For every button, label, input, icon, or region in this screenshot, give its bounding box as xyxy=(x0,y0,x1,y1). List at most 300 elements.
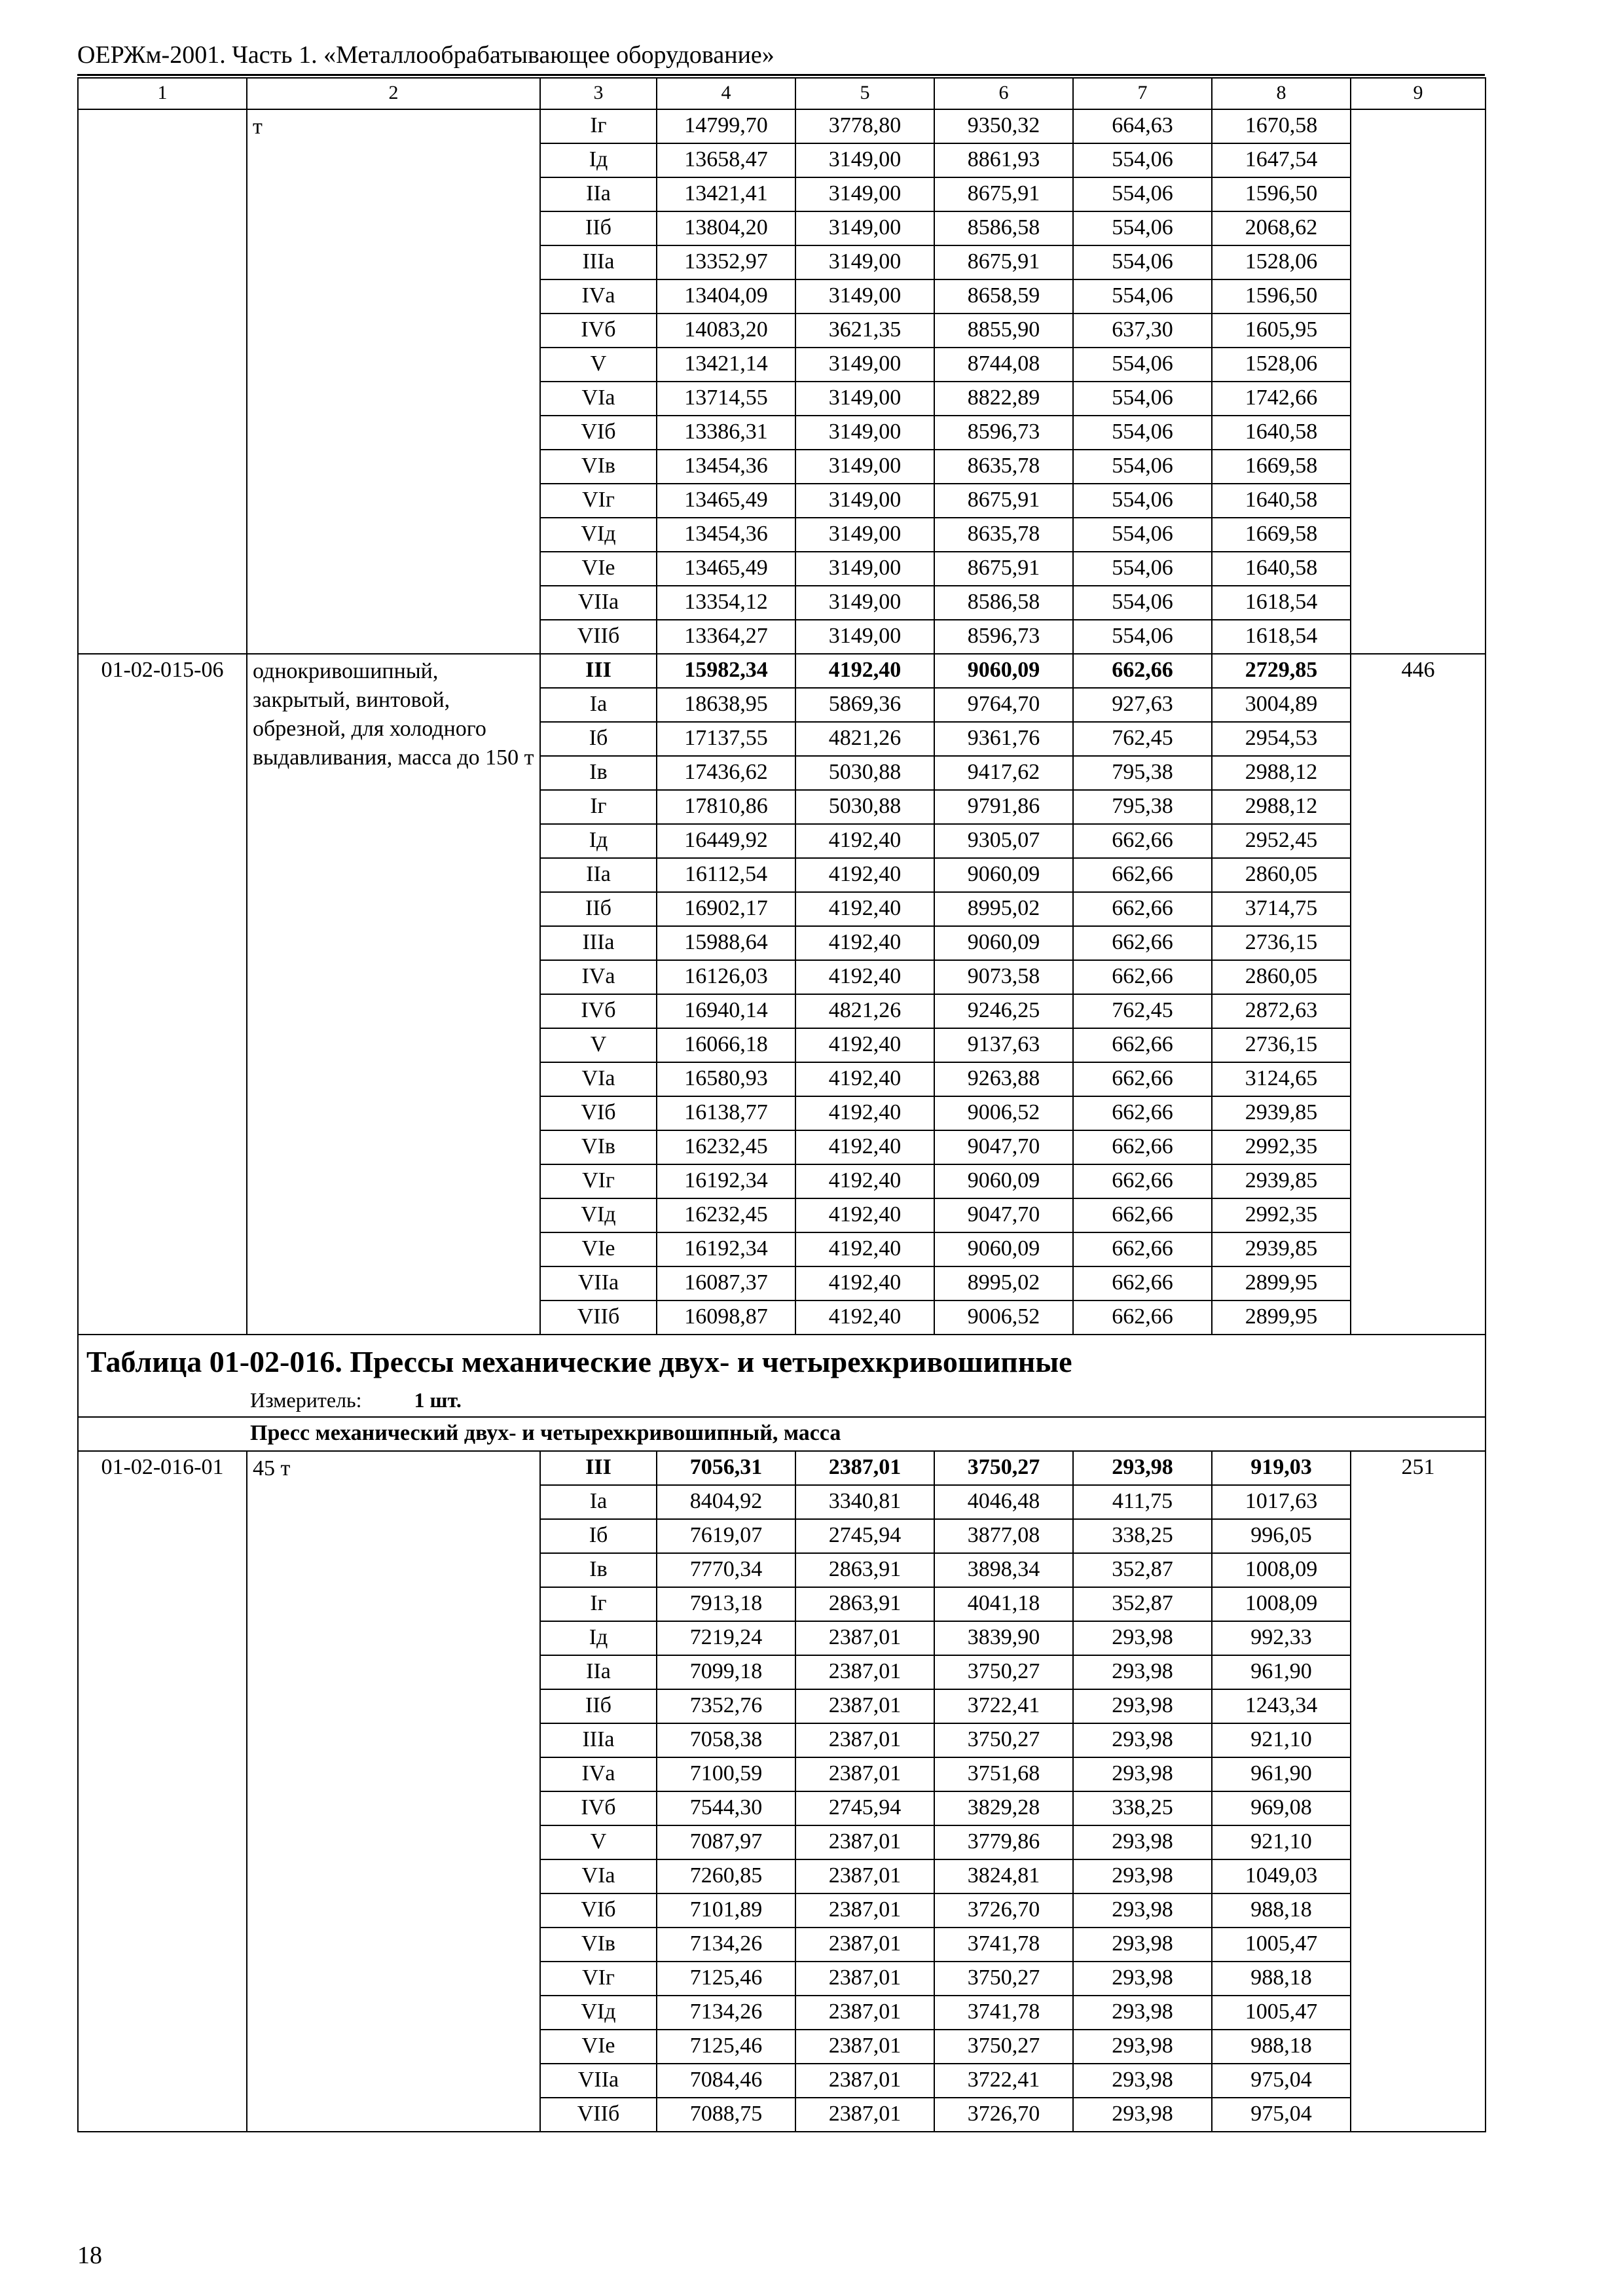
value-cell: 2992,35 xyxy=(1212,1130,1351,1164)
zone-class-cell: VIб xyxy=(540,1096,657,1130)
value-cell: 8995,02 xyxy=(934,892,1073,926)
value-cell: 1005,47 xyxy=(1212,1996,1351,2030)
zone-class-cell: VIIа xyxy=(540,2064,657,2098)
value-cell: 762,45 xyxy=(1073,722,1212,756)
zone-class-cell: V xyxy=(540,1028,657,1062)
value-cell: 3340,81 xyxy=(795,1485,934,1519)
subheading: Пресс механический двух- и четырехкривошипный, масса xyxy=(78,1417,1486,1451)
zone-class-cell: VIб xyxy=(540,416,657,450)
value-cell: 7125,46 xyxy=(657,2030,795,2064)
value-cell: 17436,62 xyxy=(657,756,795,790)
value-cell: 293,98 xyxy=(1073,1723,1212,1757)
col9-value xyxy=(1351,109,1486,654)
value-cell: 554,06 xyxy=(1073,348,1212,382)
value-cell: 2988,12 xyxy=(1212,790,1351,824)
value-cell: 9060,09 xyxy=(934,926,1073,960)
value-cell: 8675,91 xyxy=(934,177,1073,211)
zone-class-cell: III xyxy=(540,1451,657,1485)
zone-class-cell: Iд xyxy=(540,824,657,858)
value-cell: 411,75 xyxy=(1073,1485,1212,1519)
value-cell: 338,25 xyxy=(1073,1791,1212,1825)
value-cell: 4192,40 xyxy=(795,892,934,926)
value-cell: 2939,85 xyxy=(1212,1232,1351,1266)
value-cell: 13404,09 xyxy=(657,279,795,314)
value-cell: 9361,76 xyxy=(934,722,1073,756)
value-cell: 554,06 xyxy=(1073,518,1212,552)
value-cell: 13352,97 xyxy=(657,245,795,279)
value-cell: 2387,01 xyxy=(795,1893,934,1928)
value-cell: 17810,86 xyxy=(657,790,795,824)
value-cell: 7770,34 xyxy=(657,1553,795,1587)
value-cell: 7100,59 xyxy=(657,1757,795,1791)
value-cell: 8586,58 xyxy=(934,211,1073,245)
value-cell: 3829,28 xyxy=(934,1791,1073,1825)
value-cell: 2068,62 xyxy=(1212,211,1351,245)
value-cell: 2387,01 xyxy=(795,1655,934,1689)
value-cell: 9060,09 xyxy=(934,858,1073,892)
value-cell: 1618,54 xyxy=(1212,586,1351,620)
value-cell: 8586,58 xyxy=(934,586,1073,620)
zone-class-cell: Iб xyxy=(540,722,657,756)
value-cell: 1596,50 xyxy=(1212,177,1351,211)
zone-class-cell: IVб xyxy=(540,1791,657,1825)
zone-class-cell: Iб xyxy=(540,1519,657,1553)
value-cell: 4192,40 xyxy=(795,926,934,960)
value-cell: 662,66 xyxy=(1073,926,1212,960)
zone-class-cell: IVа xyxy=(540,960,657,994)
value-cell: 1670,58 xyxy=(1212,109,1351,143)
value-cell: 4046,48 xyxy=(934,1485,1073,1519)
value-cell: 2939,85 xyxy=(1212,1096,1351,1130)
column-number: 1 xyxy=(78,78,247,109)
value-cell: 3149,00 xyxy=(795,484,934,518)
zone-class-cell: VIд xyxy=(540,1996,657,2030)
value-cell: 7056,31 xyxy=(657,1451,795,1485)
value-cell: 16580,93 xyxy=(657,1062,795,1096)
value-cell: 14799,70 xyxy=(657,109,795,143)
value-cell: 9137,63 xyxy=(934,1028,1073,1062)
value-cell: 7134,26 xyxy=(657,1928,795,1962)
value-cell: 3149,00 xyxy=(795,348,934,382)
value-cell: 8404,92 xyxy=(657,1485,795,1519)
value-cell: 13714,55 xyxy=(657,382,795,416)
value-cell: 927,63 xyxy=(1073,688,1212,722)
zone-class-cell: VIв xyxy=(540,450,657,484)
value-cell: 1605,95 xyxy=(1212,314,1351,348)
value-cell: 7352,76 xyxy=(657,1689,795,1723)
value-cell: 554,06 xyxy=(1073,382,1212,416)
item-code xyxy=(78,109,247,654)
value-cell: 2387,01 xyxy=(795,1996,934,2030)
value-cell: 8995,02 xyxy=(934,1266,1073,1300)
value-cell: 7058,38 xyxy=(657,1723,795,1757)
value-cell: 664,63 xyxy=(1073,109,1212,143)
value-cell: 293,98 xyxy=(1073,2030,1212,2064)
zone-class-cell: VIв xyxy=(540,1928,657,1962)
value-cell: 662,66 xyxy=(1073,1096,1212,1130)
value-cell: 9263,88 xyxy=(934,1062,1073,1096)
rates-table xyxy=(77,77,1486,2132)
value-cell: 2387,01 xyxy=(795,2064,934,2098)
zone-class-cell: VIг xyxy=(540,1164,657,1198)
value-cell: 13465,49 xyxy=(657,484,795,518)
value-cell: 662,66 xyxy=(1073,1130,1212,1164)
value-cell: 975,04 xyxy=(1212,2098,1351,2132)
value-cell: 16232,45 xyxy=(657,1198,795,1232)
value-cell: 2387,01 xyxy=(795,2098,934,2132)
value-cell: 13454,36 xyxy=(657,518,795,552)
value-cell: 9006,52 xyxy=(934,1300,1073,1335)
zone-class-cell: Iг xyxy=(540,109,657,143)
zone-class-cell: V xyxy=(540,1825,657,1859)
value-cell: 293,98 xyxy=(1073,1621,1212,1655)
value-cell: 795,38 xyxy=(1073,790,1212,824)
zone-class-cell: IVа xyxy=(540,279,657,314)
value-cell: 554,06 xyxy=(1073,586,1212,620)
value-cell: 662,66 xyxy=(1073,1198,1212,1232)
value-cell: 13386,31 xyxy=(657,416,795,450)
value-cell: 16087,37 xyxy=(657,1266,795,1300)
value-cell: 3722,41 xyxy=(934,1689,1073,1723)
value-cell: 1618,54 xyxy=(1212,620,1351,654)
value-cell: 4192,40 xyxy=(795,1130,934,1164)
value-cell: 554,06 xyxy=(1073,211,1212,245)
value-cell: 3149,00 xyxy=(795,245,934,279)
value-cell: 18638,95 xyxy=(657,688,795,722)
value-cell: 7088,75 xyxy=(657,2098,795,2132)
value-cell: 1528,06 xyxy=(1212,245,1351,279)
value-cell: 1528,06 xyxy=(1212,348,1351,382)
value-cell: 762,45 xyxy=(1073,994,1212,1028)
value-cell: 4192,40 xyxy=(795,654,934,688)
zone-class-cell: IIб xyxy=(540,1689,657,1723)
value-cell: 3149,00 xyxy=(795,177,934,211)
value-cell: 352,87 xyxy=(1073,1553,1212,1587)
zone-class-cell: VIб xyxy=(540,1893,657,1928)
value-cell: 3778,80 xyxy=(795,109,934,143)
value-cell: 554,06 xyxy=(1073,143,1212,177)
value-cell: 9060,09 xyxy=(934,654,1073,688)
value-cell: 3149,00 xyxy=(795,416,934,450)
value-cell: 3149,00 xyxy=(795,620,934,654)
zone-class-cell: Iг xyxy=(540,790,657,824)
measure-label: Измеритель: xyxy=(250,1388,362,1412)
value-cell: 293,98 xyxy=(1073,2064,1212,2098)
value-cell: 3839,90 xyxy=(934,1621,1073,1655)
zone-class-cell: VIIа xyxy=(540,1266,657,1300)
value-cell: 13421,14 xyxy=(657,348,795,382)
value-cell: 1640,58 xyxy=(1212,484,1351,518)
value-cell: 1049,03 xyxy=(1212,1859,1351,1893)
zone-class-cell: Iд xyxy=(540,143,657,177)
value-cell: 2939,85 xyxy=(1212,1164,1351,1198)
item-code: 01-02-016-01 xyxy=(78,1451,247,2132)
value-cell: 1640,58 xyxy=(1212,416,1351,450)
zone-class-cell: IIIа xyxy=(540,926,657,960)
value-cell: 9006,52 xyxy=(934,1096,1073,1130)
value-cell: 4192,40 xyxy=(795,1028,934,1062)
table-title: Таблица 01-02-016. Прессы механические двух- и четырехкривошипные xyxy=(86,1345,1072,1378)
value-cell: 7544,30 xyxy=(657,1791,795,1825)
zone-class-cell: VIг xyxy=(540,1962,657,1996)
value-cell: 3149,00 xyxy=(795,382,934,416)
value-cell: 9060,09 xyxy=(934,1164,1073,1198)
table-body xyxy=(78,78,1486,2132)
value-cell: 8675,91 xyxy=(934,484,1073,518)
value-cell: 13804,20 xyxy=(657,211,795,245)
value-cell: 8744,08 xyxy=(934,348,1073,382)
value-cell: 7125,46 xyxy=(657,1962,795,1996)
column-number: 5 xyxy=(795,78,934,109)
value-cell: 8635,78 xyxy=(934,450,1073,484)
value-cell: 9350,32 xyxy=(934,109,1073,143)
zone-class-cell: VIд xyxy=(540,518,657,552)
zone-class-cell: VIа xyxy=(540,1859,657,1893)
zone-class-cell: VIIб xyxy=(540,2098,657,2132)
value-cell: 554,06 xyxy=(1073,484,1212,518)
value-cell: 9305,07 xyxy=(934,824,1073,858)
value-cell: 7101,89 xyxy=(657,1893,795,1928)
value-cell: 7084,46 xyxy=(657,2064,795,2098)
value-cell: 2860,05 xyxy=(1212,960,1351,994)
value-cell: 3741,78 xyxy=(934,1928,1073,1962)
value-cell: 8596,73 xyxy=(934,620,1073,654)
value-cell: 2387,01 xyxy=(795,1621,934,1655)
value-cell: 1008,09 xyxy=(1212,1587,1351,1621)
value-cell: 16138,77 xyxy=(657,1096,795,1130)
value-cell: 662,66 xyxy=(1073,654,1212,688)
item-code: 01-02-015-06 xyxy=(78,654,247,1335)
zone-class-cell: IIIа xyxy=(540,1723,657,1757)
value-cell: 3750,27 xyxy=(934,1451,1073,1485)
value-cell: 8822,89 xyxy=(934,382,1073,416)
table-title-row xyxy=(78,1335,1486,1417)
value-cell: 293,98 xyxy=(1073,1928,1212,1962)
value-cell: 16449,92 xyxy=(657,824,795,858)
zone-class-cell: IIб xyxy=(540,211,657,245)
item-description: 45 т xyxy=(247,1451,540,2132)
value-cell: 3621,35 xyxy=(795,314,934,348)
value-cell: 637,30 xyxy=(1073,314,1212,348)
value-cell: 8635,78 xyxy=(934,518,1073,552)
value-cell: 2954,53 xyxy=(1212,722,1351,756)
value-cell: 1017,63 xyxy=(1212,1485,1351,1519)
value-cell: 7260,85 xyxy=(657,1859,795,1893)
value-cell: 293,98 xyxy=(1073,1689,1212,1723)
page-number: 18 xyxy=(77,2242,102,2269)
value-cell: 961,90 xyxy=(1212,1655,1351,1689)
value-cell: 16098,87 xyxy=(657,1300,795,1335)
value-cell: 3779,86 xyxy=(934,1825,1073,1859)
value-cell: 3726,70 xyxy=(934,1893,1073,1928)
column-number: 7 xyxy=(1073,78,1212,109)
value-cell: 2988,12 xyxy=(1212,756,1351,790)
value-cell: 988,18 xyxy=(1212,1893,1351,1928)
value-cell: 7619,07 xyxy=(657,1519,795,1553)
value-cell: 16902,17 xyxy=(657,892,795,926)
value-cell: 969,08 xyxy=(1212,1791,1351,1825)
value-cell: 3751,68 xyxy=(934,1757,1073,1791)
value-cell: 4192,40 xyxy=(795,1062,934,1096)
value-cell: 662,66 xyxy=(1073,824,1212,858)
value-cell: 554,06 xyxy=(1073,177,1212,211)
value-cell: 554,06 xyxy=(1073,620,1212,654)
column-number: 8 xyxy=(1212,78,1351,109)
value-cell: 293,98 xyxy=(1073,1962,1212,1996)
value-cell: 2387,01 xyxy=(795,1451,934,1485)
value-cell: 3722,41 xyxy=(934,2064,1073,2098)
value-cell: 5030,88 xyxy=(795,756,934,790)
zone-class-cell: Iв xyxy=(540,756,657,790)
value-cell: 554,06 xyxy=(1073,450,1212,484)
value-cell: 554,06 xyxy=(1073,245,1212,279)
value-cell: 4192,40 xyxy=(795,1198,934,1232)
value-cell: 795,38 xyxy=(1073,756,1212,790)
table-row xyxy=(78,654,1486,688)
measure-value: 1 шт. xyxy=(414,1388,462,1412)
value-cell: 2952,45 xyxy=(1212,824,1351,858)
value-cell: 3149,00 xyxy=(795,279,934,314)
value-cell: 4821,26 xyxy=(795,722,934,756)
value-cell: 554,06 xyxy=(1073,279,1212,314)
value-cell: 554,06 xyxy=(1073,552,1212,586)
value-cell: 2899,95 xyxy=(1212,1266,1351,1300)
value-cell: 293,98 xyxy=(1073,1996,1212,2030)
value-cell: 9060,09 xyxy=(934,1232,1073,1266)
item-description: т xyxy=(247,109,540,654)
zone-class-cell: Iа xyxy=(540,1485,657,1519)
column-number: 9 xyxy=(1351,78,1486,109)
value-cell: 4192,40 xyxy=(795,824,934,858)
value-cell: 8675,91 xyxy=(934,552,1073,586)
value-cell: 4192,40 xyxy=(795,1096,934,1130)
value-cell: 2387,01 xyxy=(795,2030,934,2064)
item-description: однокривошипный, закрытый, винтовой, обрезной, для холодного выдавливания, масса до 150 т xyxy=(247,654,540,1335)
value-cell: 3714,75 xyxy=(1212,892,1351,926)
value-cell: 7219,24 xyxy=(657,1621,795,1655)
value-cell: 3149,00 xyxy=(795,518,934,552)
value-cell: 293,98 xyxy=(1073,1655,1212,1689)
value-cell: 1008,09 xyxy=(1212,1553,1351,1587)
value-cell: 3877,08 xyxy=(934,1519,1073,1553)
zone-class-cell: VIе xyxy=(540,2030,657,2064)
value-cell: 2745,94 xyxy=(795,1519,934,1553)
value-cell: 1669,58 xyxy=(1212,518,1351,552)
column-number: 2 xyxy=(247,78,540,109)
value-cell: 8855,90 xyxy=(934,314,1073,348)
value-cell: 662,66 xyxy=(1073,1266,1212,1300)
value-cell: 14083,20 xyxy=(657,314,795,348)
value-cell: 3004,89 xyxy=(1212,688,1351,722)
value-cell: 8675,91 xyxy=(934,245,1073,279)
value-cell: 3750,27 xyxy=(934,1655,1073,1689)
value-cell: 554,06 xyxy=(1073,416,1212,450)
value-cell: 5869,36 xyxy=(795,688,934,722)
zone-class-cell: Iв xyxy=(540,1553,657,1587)
zone-class-cell: VIг xyxy=(540,484,657,518)
value-cell: 1742,66 xyxy=(1212,382,1351,416)
page-header: ОЕРЖм-2001. Часть 1. «Металлообрабатывающее оборудование» xyxy=(77,41,775,69)
column-number: 4 xyxy=(657,78,795,109)
zone-class-cell: IVб xyxy=(540,314,657,348)
value-cell: 2872,63 xyxy=(1212,994,1351,1028)
value-cell: 921,10 xyxy=(1212,1723,1351,1757)
value-cell: 2899,95 xyxy=(1212,1300,1351,1335)
col9-value: 251 xyxy=(1351,1451,1486,2132)
zone-class-cell: IVа xyxy=(540,1757,657,1791)
value-cell: 3741,78 xyxy=(934,1996,1073,2030)
value-cell: 13658,47 xyxy=(657,143,795,177)
value-cell: 919,03 xyxy=(1212,1451,1351,1485)
value-cell: 9073,58 xyxy=(934,960,1073,994)
value-cell: 8596,73 xyxy=(934,416,1073,450)
value-cell: 2387,01 xyxy=(795,1859,934,1893)
value-cell: 1596,50 xyxy=(1212,279,1351,314)
column-number-row xyxy=(78,78,1486,109)
value-cell: 3898,34 xyxy=(934,1553,1073,1587)
value-cell: 293,98 xyxy=(1073,2098,1212,2132)
header-rule xyxy=(77,74,1485,76)
value-cell: 9791,86 xyxy=(934,790,1073,824)
value-cell: 996,05 xyxy=(1212,1519,1351,1553)
value-cell: 352,87 xyxy=(1073,1587,1212,1621)
value-cell: 8658,59 xyxy=(934,279,1073,314)
value-cell: 3824,81 xyxy=(934,1859,1073,1893)
measure-line xyxy=(86,1388,1477,1412)
zone-class-cell: Iг xyxy=(540,1587,657,1621)
value-cell: 3149,00 xyxy=(795,586,934,620)
value-cell: 293,98 xyxy=(1073,1893,1212,1928)
value-cell: 3149,00 xyxy=(795,450,934,484)
value-cell: 4192,40 xyxy=(795,960,934,994)
value-cell: 1243,34 xyxy=(1212,1689,1351,1723)
zone-class-cell: V xyxy=(540,348,657,382)
value-cell: 662,66 xyxy=(1073,892,1212,926)
zone-class-cell: VIIб xyxy=(540,1300,657,1335)
value-cell: 9047,70 xyxy=(934,1198,1073,1232)
zone-class-cell: VIе xyxy=(540,1232,657,1266)
value-cell: 4821,26 xyxy=(795,994,934,1028)
value-cell: 293,98 xyxy=(1073,1825,1212,1859)
value-cell: 1640,58 xyxy=(1212,552,1351,586)
value-cell: 2387,01 xyxy=(795,1757,934,1791)
value-cell: 2387,01 xyxy=(795,1723,934,1757)
value-cell: 662,66 xyxy=(1073,1028,1212,1062)
value-cell: 1669,58 xyxy=(1212,450,1351,484)
zone-class-cell: VIв xyxy=(540,1130,657,1164)
value-cell: 992,33 xyxy=(1212,1621,1351,1655)
zone-class-cell: IIа xyxy=(540,1655,657,1689)
value-cell: 988,18 xyxy=(1212,2030,1351,2064)
value-cell: 16192,34 xyxy=(657,1232,795,1266)
zone-class-cell: IIIа xyxy=(540,245,657,279)
zone-class-cell: IIа xyxy=(540,177,657,211)
value-cell: 2387,01 xyxy=(795,1928,934,1962)
value-cell: 662,66 xyxy=(1073,1232,1212,1266)
zone-class-cell: VIе xyxy=(540,552,657,586)
value-cell: 1005,47 xyxy=(1212,1928,1351,1962)
value-cell: 2736,15 xyxy=(1212,926,1351,960)
table-title-cell xyxy=(78,1335,1486,1417)
value-cell: 3124,65 xyxy=(1212,1062,1351,1096)
value-cell: 7099,18 xyxy=(657,1655,795,1689)
value-cell: 7087,97 xyxy=(657,1825,795,1859)
value-cell: 921,10 xyxy=(1212,1825,1351,1859)
value-cell: 13454,36 xyxy=(657,450,795,484)
value-cell: 293,98 xyxy=(1073,1859,1212,1893)
zone-class-cell: Iд xyxy=(540,1621,657,1655)
value-cell: 9047,70 xyxy=(934,1130,1073,1164)
